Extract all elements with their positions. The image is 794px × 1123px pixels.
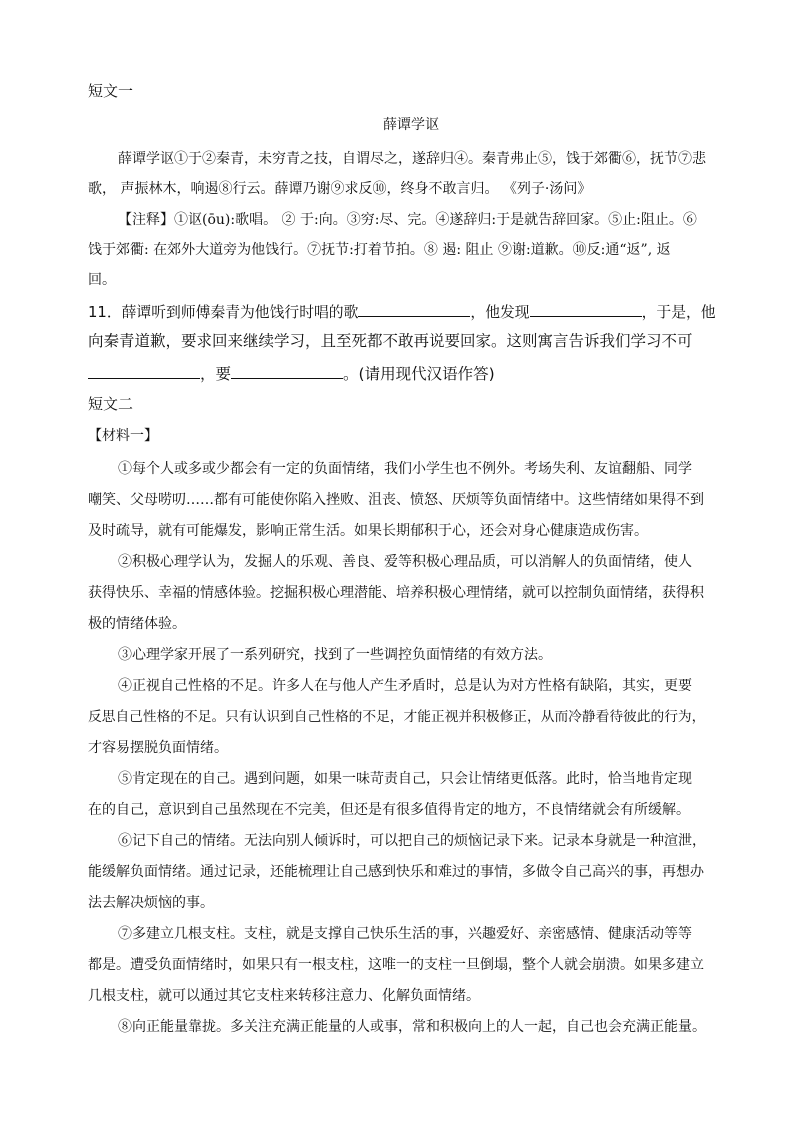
material-line: 才容易摆脱负面情绪。 [88, 740, 228, 756]
question-text: ，他发现 [470, 304, 530, 321]
question-11-line-3 [88, 362, 495, 384]
material-line: ④正视自己性格的不足。许多人在与他人产生矛盾时，总是认为对方性格有缺陷，其实，更要 [118, 678, 692, 694]
question-text: 11．薛谭听到师傅秦青为他饯行时唱的歌 [88, 304, 359, 321]
passage-line: 薛谭学讴①于②秦青，未穷青之技，自谓尽之，遂辞归④。秦青弗止⑤，饯于郊衢⑥，抚节⑦悲 [118, 151, 706, 167]
notes-line: 饯于郊衢: 在郊外大道旁为他饯行。⑦抚节:打着节拍。⑧ 遏: 阻止 ⑨谢:道歉。⑩反:通“返”, 返 [88, 242, 671, 258]
material-line: 嘲笑、父母唠叨……都有可能使你陷入挫败、沮丧、愤怒、厌烦等负面情绪中。这些情绪如果得不到 [88, 492, 704, 508]
question-11-line-1 [88, 300, 716, 323]
answer-blank-4[interactable] [231, 362, 343, 379]
material-line: ⑧向正能量靠拢。多关注充满正能量的人或事，常和积极向上的人一起，自己也会充满正能量。 [118, 1019, 706, 1035]
material-label: 【材料一】 [88, 428, 158, 444]
material-line: 几根支柱，就可以通过其它支柱来转移注意力、化解负面情绪。 [88, 988, 480, 1004]
answer-blank-1[interactable] [358, 300, 470, 317]
material-line: 及时疏导，就有可能爆发，影响正常生活。如果长期郁积于心，还会对身心健康造成伤害。 [88, 523, 648, 539]
notes-line: 回。 [88, 272, 116, 288]
section1-heading: 短文一 [88, 82, 134, 100]
material-line: 能缓解负面情绪。通过记录，还能梳理让自己感到快乐和难过的事情，多做令自己高兴的事，再想办 [88, 864, 704, 880]
question-text: 。(请用现代汉语作答) [343, 365, 495, 383]
answer-blank-2[interactable] [530, 300, 642, 317]
material-line: 在的自己，意识到自己虽然现在不完美，但还是有很多值得肯定的地方，不良情绪就会有所缓解。 [88, 802, 690, 818]
material-line: 获得快乐、幸福的情感体验。挖掘积极心理潜能、培养积极心理情绪，就可以控制负面情绪，获得积 [88, 585, 704, 601]
passage-title: 薛谭学讴 [383, 117, 439, 133]
question-text: ，要 [200, 365, 232, 383]
material-line: ⑥记下自己的情绪。无法向别人倾诉时，可以把自己的烦恼记录下来。记录本身就是一种渲泄， [118, 833, 706, 849]
passage-line: 歌， 声振林木，响遏⑧行云。薛谭乃谢⑨求反⑩，终身不敢言归。 《列子·汤问》 [88, 181, 592, 197]
section2-heading: 短文二 [88, 395, 134, 413]
question-text: ，于是，他 [641, 304, 716, 321]
material-line: ①每个人或多或少都会有一定的负面情绪，我们小学生也不例外。考场失利、友谊翻船、同学 [118, 461, 692, 477]
material-line: 都是。遭受负面情绪时，如果只有一根支柱，这唯一的支柱一旦倒塌，整个人就会崩溃。如果多建立 [88, 957, 704, 973]
material-line: ⑦多建立几根支柱。支柱，就是支撑自己快乐生活的事，兴趣爱好、亲密感情、健康活动等等 [118, 926, 692, 942]
material-line: 法去解决烦恼的事。 [88, 895, 214, 911]
material-line: ②积极心理学认为，发掘人的乐观、善良、爱等积极心理品质，可以消解人的负面情绪，使人 [118, 554, 692, 570]
material-line: 极的情绪体验。 [88, 616, 186, 632]
material-line: 反思自己性格的不足。只有认识到自己性格的不足，才能正视并积极修正，从而冷静看待彼此的行为， [88, 709, 706, 725]
material-line: ⑤肯定现在的自己。遇到问题，如果一味苛责自己，只会让情绪更低落。此时，恰当地肯定现 [118, 771, 692, 787]
question-11-line-2: 向秦青道歉，要求回来继续学习，且至死都不敢再说要回家。这则寓言告诉我们学习不可 [88, 332, 693, 350]
material-line: ③心理学家开展了一系列研究，找到了一些调控负面情绪的有效方法。 [118, 647, 552, 663]
answer-blank-3[interactable] [88, 362, 200, 379]
notes-line: 【注释】①讴(ōu):歌唱。 ② 于:向。③穷:尽、完。④遂辞归:于是就告辞回家。⑤止:阻止。⑥ [118, 212, 697, 228]
